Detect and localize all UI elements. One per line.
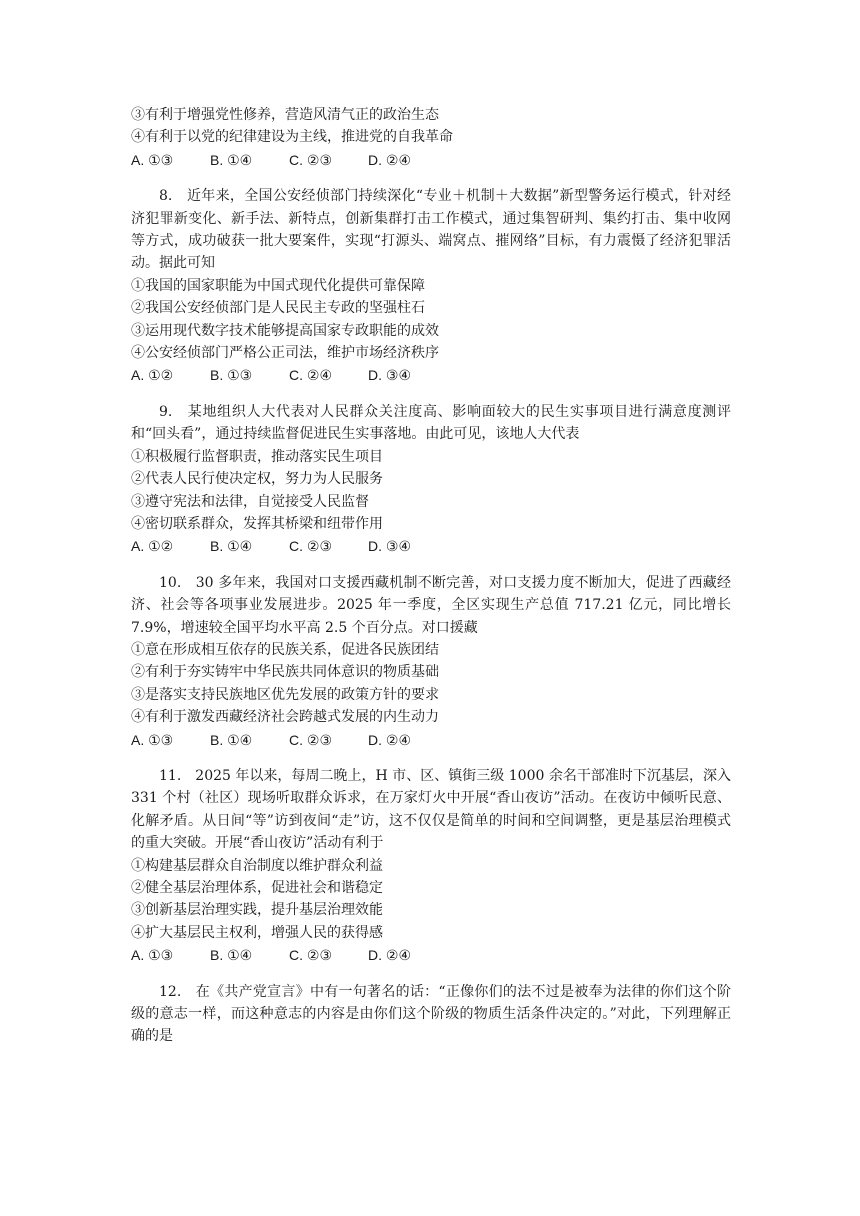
option-1: ①积极履行监督职责，推动落实民生项目 [131,448,383,465]
choice-a: A. ①② [131,538,174,555]
choice-d: D. ②④ [368,151,411,168]
choice-a: A. ①③ [131,151,174,168]
answer-choices [131,729,731,751]
choice-b: B. ①④ [210,151,253,168]
choice-a: A. ①③ [131,947,174,964]
choice-d: D. ③④ [368,538,411,555]
option-3: ③有利于增强党性修养，营造风清气正的政治生态 [131,107,439,123]
question-stem: 12. 在《共产党宣言》中有一句著名的话：“正像你们的法不过是被奉为法律的你们这个阶级的意志一样，而这种意志的内容是由你们这个阶级的物质生活条件决定的。”对此，下列理解正确的是 [131,983,731,1045]
question-stem: 10. 30 多年来，我国对口支援西藏机制不断完善，对口支援力度不断加大，促进了西藏经济、社会等各项事业发展进步。2025 年一季度，全区实现生产总值 717.21 亿元，同比增长 7.9%，增速较全国平均水平高 2.5 个百分点。对口援藏 [131,574,731,636]
choice-b: B. ①④ [210,538,253,555]
choice-a: A. ①③ [131,731,174,748]
choice-d: D. ②④ [368,731,411,748]
option-3: ③运用现代数字技术能够提高国家专政职能的成效 [131,322,439,339]
option-2: ②代表人民行使决定权，努力为人民服务 [131,471,383,488]
choice-c: C. ②③ [289,151,332,168]
question-stem: 9. 某地组织人大代表对人民群众关注度高、影响面较大的民生实事项目进行满意度测评和“回头看”，通过持续监督促进民生实事落地。由此可见，该地人大代表 [131,403,731,443]
option-1: ①构建基层群众自治制度以维护群众利益 [131,857,383,874]
choice-b: B. ①④ [210,731,253,748]
option-4: ④有利于以党的纪律建设为主线，推进党的自我革命 [131,129,453,146]
choice-a: A. ①② [131,367,174,384]
option-2: ②我国公安经侦部门是人民民主专政的坚强柱石 [131,300,425,317]
question-stem: 8. 近年来，全国公安经侦部门持续深化“专业＋机制＋大数据”新型警务运行模式，针对经济犯罪新变化、新手法、新特点，创新集群打击工作模式，通过集智研判、集约打击、集中收网等方式，成功破获一批大要案件，实现“打源头、端窝点、摧网络”目标，有力震慑了经济犯罪活动。据此可知 [131,188,731,272]
choice-b: B. ①③ [210,367,253,384]
option-4: ④有利于激发西藏经济社会跨越式发展的内生动力 [131,709,439,726]
answer-choices [131,149,731,171]
option-3: ③是落实支持民族地区优先发展的政策方针的要求 [131,686,439,703]
question-10 [131,572,731,751]
option-4: ④公安经侦部门严格公正司法，维护市场经济秩序 [131,345,439,362]
choice-c: C. ②④ [289,367,332,384]
choice-d: D. ②④ [368,947,411,964]
answer-choices [131,944,731,966]
question-12 [131,981,731,1048]
option-1: ①我国的国家职能为中国式现代化提供可靠保障 [131,277,425,294]
question-stem: 11. 2025 年以来，每周二晚上，H 市、区、镇街三级 1000 余名干部准时下沉基层，深入 331 个村（社区）现场听取群众诉求，在万家灯火中开展“香山夜访”活动。在夜访中倾听民意、化解矛盾。从日间“等”访到夜间“走”访，这不仅仅是简单的时间和空间调整，更是基层治理模式的重大突破。开展“香山夜访”活动有利于 [131,767,731,852]
choice-c: C. ②③ [289,947,332,964]
choice-d: D. ③④ [368,367,411,384]
exam-page [131,104,731,1048]
choice-b: B. ①④ [210,947,253,964]
option-3: ③遵守宪法和法律，自觉接受人民监督 [131,493,369,510]
answer-choices [131,364,731,386]
option-3: ③创新基层治理实践，提升基层治理效能 [131,902,383,919]
option-2: ②健全基层治理体系，促进社会和谐稳定 [131,880,383,896]
question-9 [131,401,731,558]
option-4: ④密切联系群众，发挥其桥梁和纽带作用 [131,515,383,532]
question-11 [131,765,731,967]
question-7-tail [131,104,731,171]
answer-choices [131,535,731,557]
question-8 [131,185,731,387]
option-1: ①意在形成相互依存的民族关系，促进各民族团结 [131,641,439,658]
option-2: ②有利于夯实铸牢中华民族共同体意识的物质基础 [131,664,439,681]
option-4: ④扩大基层民主权利，增强人民的获得感 [131,924,383,941]
choice-c: C. ②③ [289,731,332,748]
choice-c: C. ②③ [289,538,332,555]
